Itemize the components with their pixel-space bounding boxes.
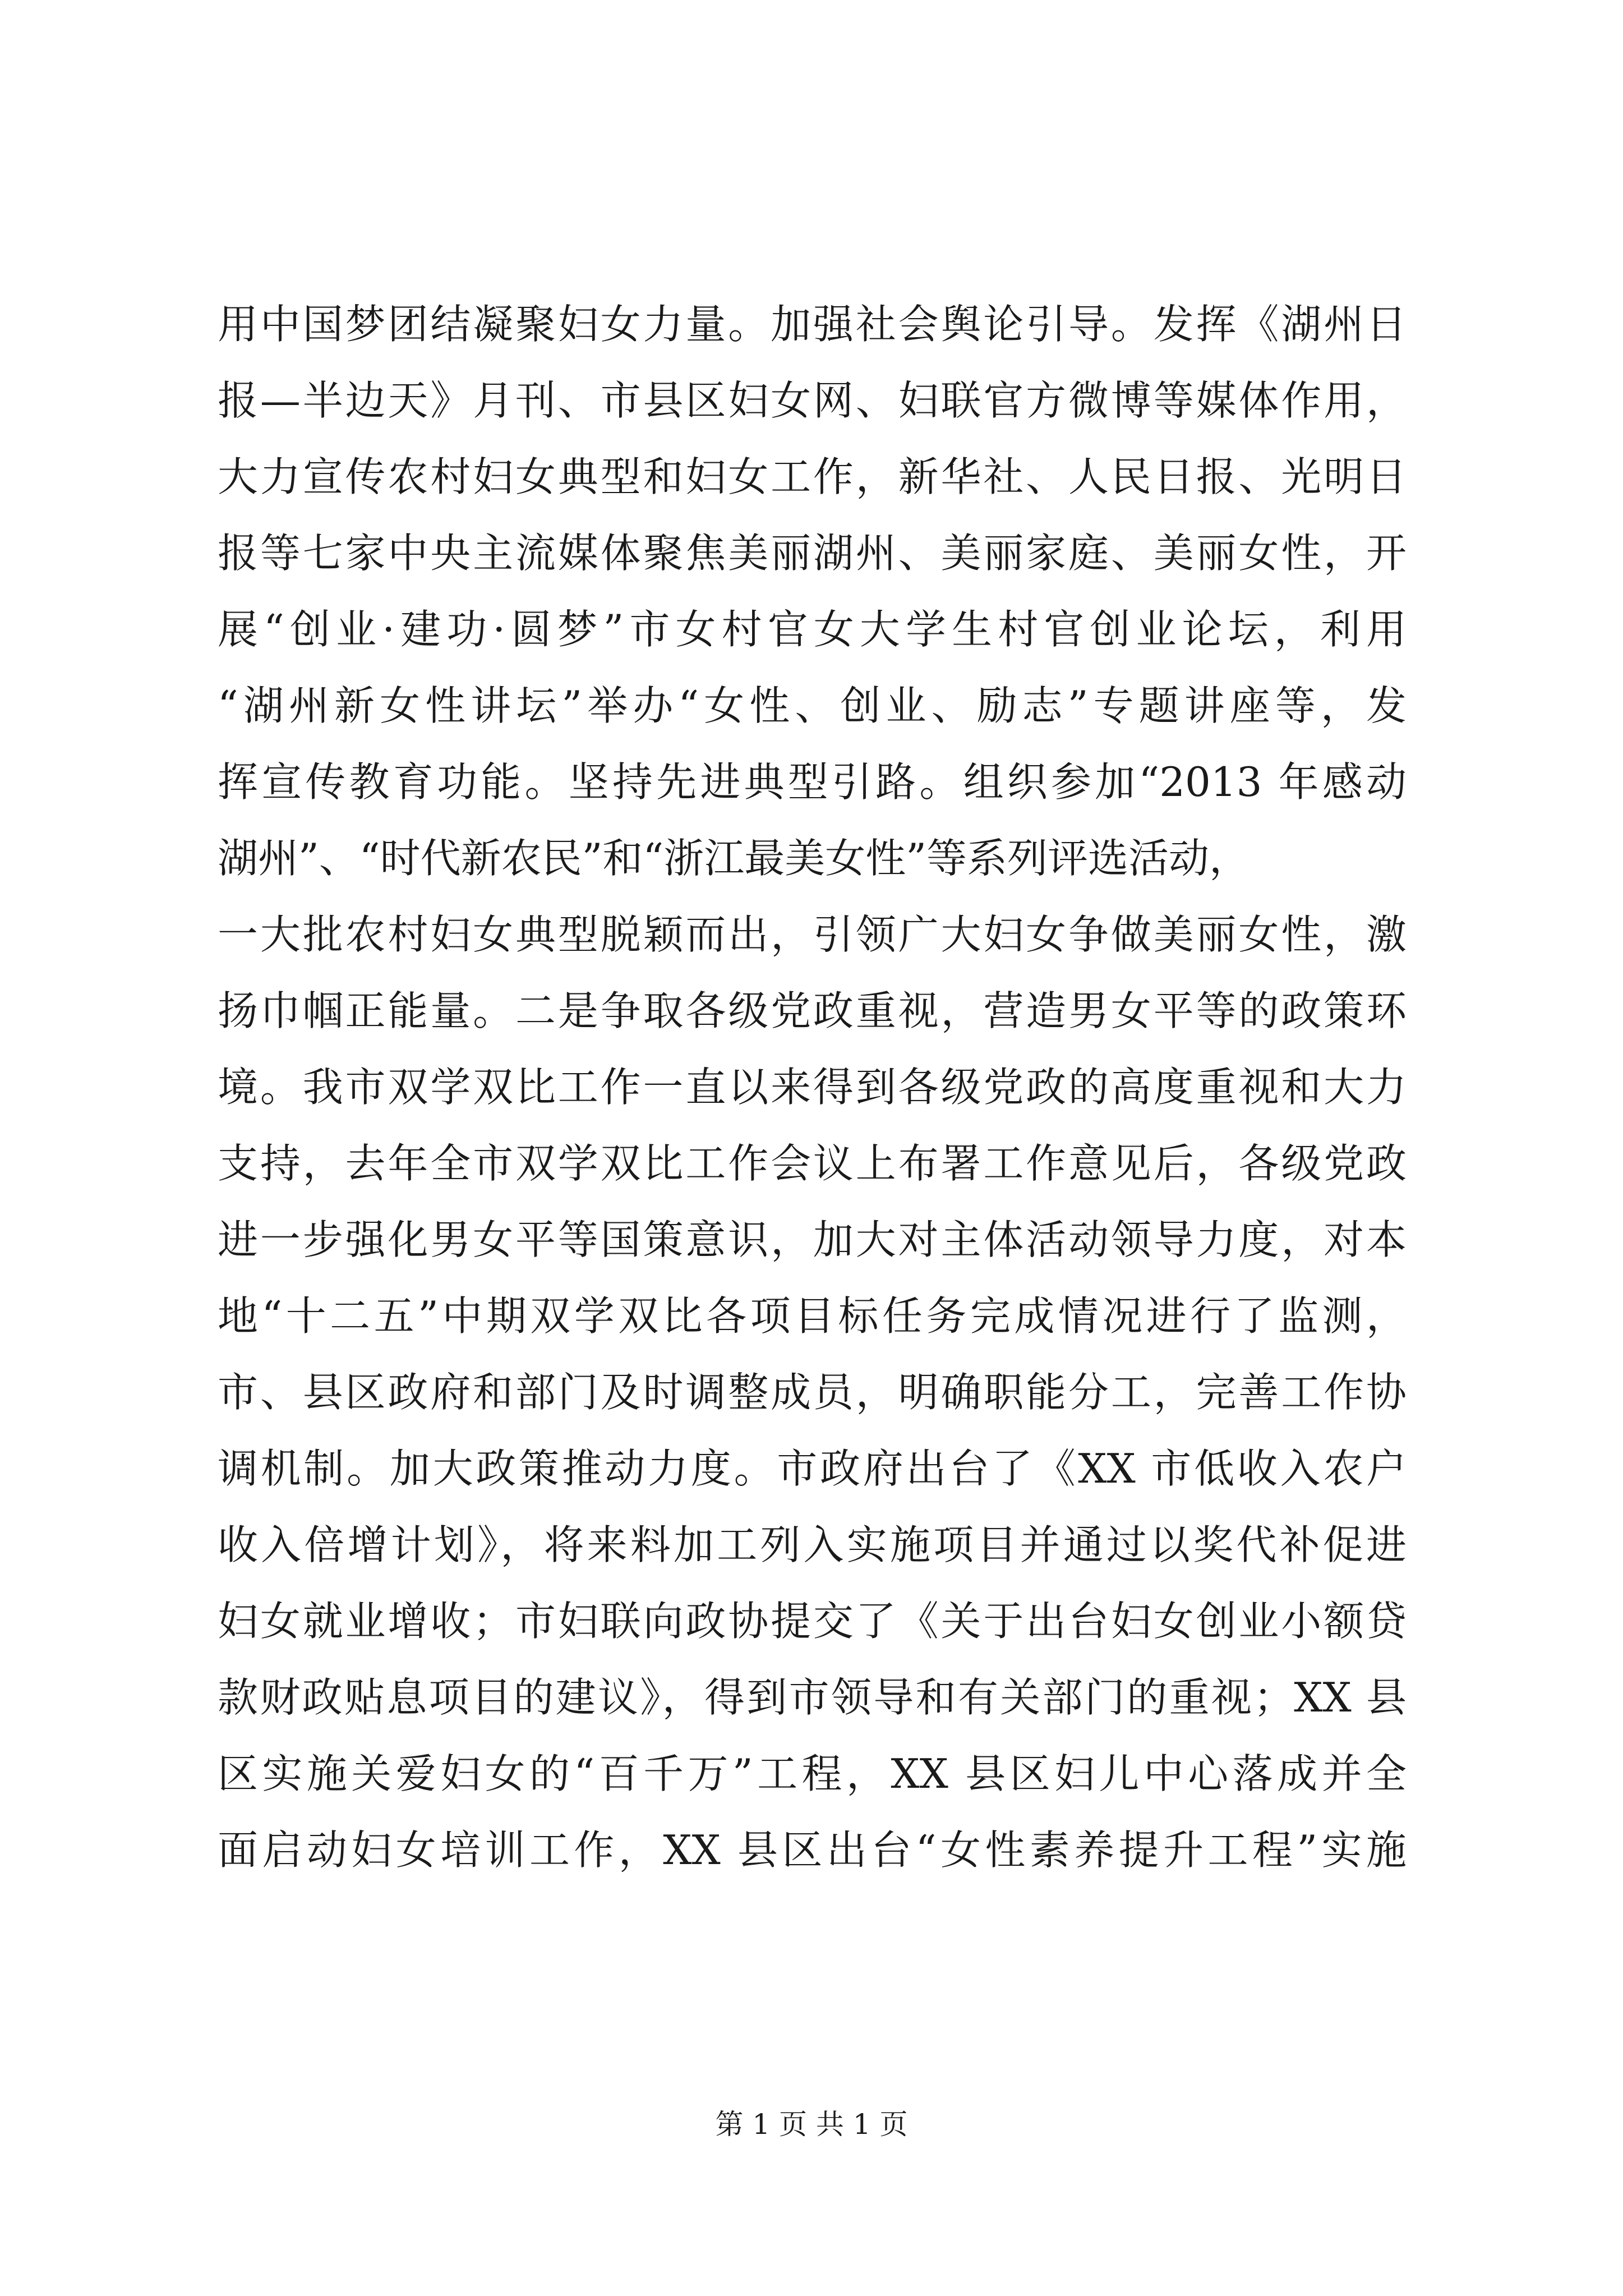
text-line: 展“创业·建功·圆梦”市女村官女大学生村官创业论坛，利用 (218, 606, 1407, 653)
text-line: 挥宣传教育功能。坚持先进典型引路。组织参加“2013 年感动 (218, 758, 1407, 806)
text-line: 一大批农村妇女典型脱颖而出，引领广大妇女争做美丽女性，激 (218, 911, 1407, 958)
text-line: 报—半边天》月刊、市县区妇女网、妇联官方微博等媒体作用， (218, 377, 1407, 424)
text-line: 面启动妇女培训工作，XX 县区出台“女性素养提升工程”实施 (218, 1826, 1407, 1874)
text-line: 境。我市双学双比工作一直以来得到各级党政的高度重视和大力 (218, 1064, 1407, 1111)
text-line: 报等七家中央主流媒体聚焦美丽湖州、美丽家庭、美丽女性，开 (218, 530, 1407, 577)
text-line: 市、县区政府和部门及时调整成员，明确职能分工，完善工作协 (218, 1369, 1407, 1416)
page-footer: 第 1 页 共 1 页 (715, 2108, 908, 2141)
text-line: 扬巾帼正能量。二是争取各级党政重视，营造男女平等的政策环 (218, 987, 1407, 1034)
text-line: 区实施关爱妇女的“百千万”工程，XX 县区妇儿中心落成并全 (218, 1750, 1407, 1797)
text-line: 调机制。加大政策推动力度。市政府出台了《XX 市低收入农户 (218, 1445, 1407, 1492)
body-paragraph (218, 286, 1407, 1888)
text-line: 用中国梦团结凝聚妇女力量。加强社会舆论引导。发挥《湖州日 (218, 301, 1407, 348)
text-line: 大力宣传农村妇女典型和妇女工作，新华社、人民日报、光明日 (218, 453, 1407, 500)
text-line: 支持，去年全市双学双比工作会议上布署工作意见后，各级党政 (218, 1140, 1407, 1187)
text-line: 进一步强化男女平等国策意识，加大对主体活动领导力度，对本 (218, 1216, 1407, 1263)
text-line: 款财政贴息项目的建议》，得到市领导和有关部门的重视；XX 县 (218, 1674, 1407, 1721)
text-line: 收入倍增计划》，将来料加工列入实施项目并通过以奖代补促进 (218, 1521, 1407, 1568)
text-line: 湖州”、“时代新农民”和“浙江最美女性”等系列评选活动， (218, 835, 1250, 882)
text-line: “湖州新女性讲坛”举办“女性、创业、励志”专题讲座等，发 (218, 682, 1407, 729)
text-line: 地“十二五”中期双学双比各项目标任务完成情况进行了监测， (218, 1292, 1407, 1340)
text-line: 妇女就业增收；市妇联向政协提交了《关于出台妇女创业小额贷 (218, 1598, 1407, 1645)
